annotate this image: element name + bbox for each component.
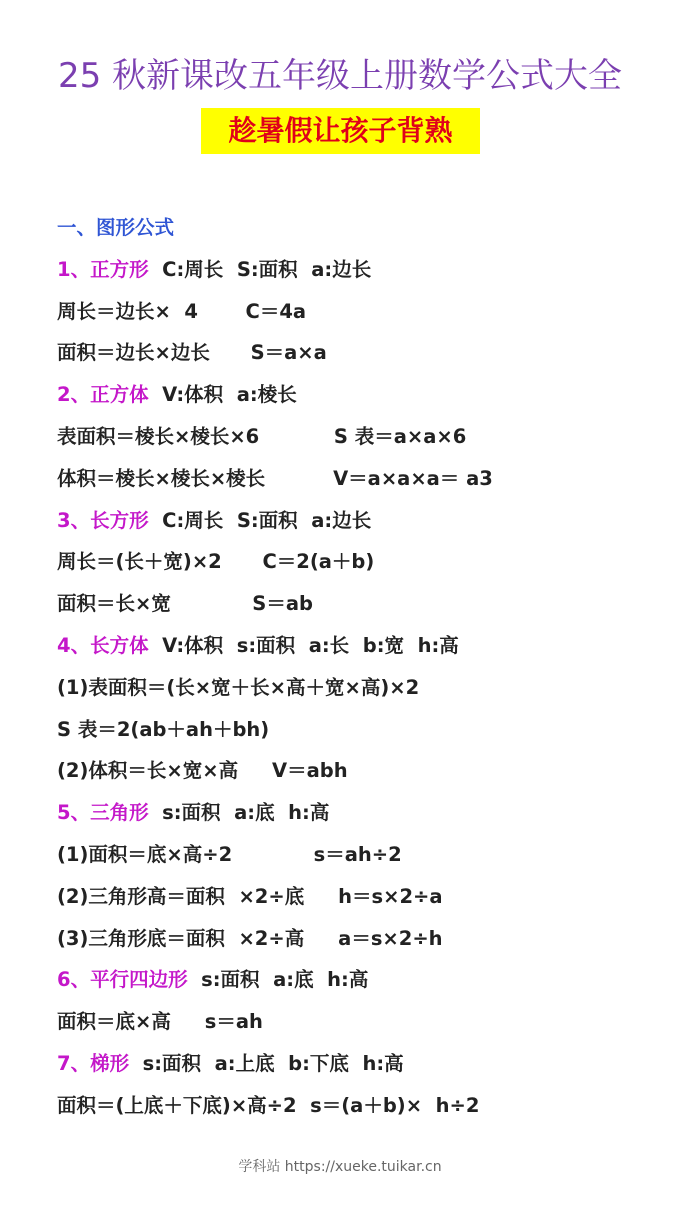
triangle-height-formula: (2)三角形高＝面积 ×2÷底 h＝s×2÷a [57, 884, 443, 908]
rectangle-label: 3、长方形 [57, 508, 149, 532]
square-heading [57, 249, 667, 291]
cuboid-surface-area-formula: (1)表面积＝(长×宽＋长×高＋宽×高)×2 [57, 675, 420, 699]
trapezoid-label: 7、梯形 [57, 1051, 130, 1075]
footer-source-url: 学科站 https://xueke.tuikar.cn [238, 1159, 442, 1175]
cube-volume-formula: 体积＝棱长×棱长×棱长 V＝a×a×a＝ a3 [57, 466, 493, 490]
triangle-area-formula: (1)面积＝底×高÷2 s＝ah÷2 [57, 842, 402, 866]
cube-label: 2、正方体 [57, 383, 149, 407]
rectangle-variables: C:周长 S:面积 a:边长 [148, 508, 372, 532]
cuboid-variables: V:体积 s:面积 a:长 b:宽 h:高 [148, 633, 459, 657]
cuboid-label: 4、长方体 [57, 633, 149, 657]
trapezoid-variables: s:面积 a:上底 b:下底 h:高 [129, 1051, 404, 1075]
parallelogram-area-formula: 面积＝底×高 s＝ah [57, 1010, 263, 1034]
cube-heading [57, 374, 667, 416]
triangle-base-formula: (3)三角形底＝面积 ×2÷高 a＝s×2÷h [57, 926, 443, 950]
cube-surface-area-formula: 表面积＝棱长×棱长×6 S 表＝a×a×6 [57, 424, 467, 448]
page-title: 25 秋新课改五年级上册数学公式大全 [57, 56, 623, 96]
square-perimeter-formula: 周长＝边长× 4 C＝4a [57, 299, 307, 323]
cuboid-heading [57, 625, 667, 667]
cube-variables: V:体积 a:棱长 [148, 383, 297, 407]
rectangle-perimeter-formula: 周长＝(长＋宽)×2 C＝2(a＋b) [57, 550, 375, 574]
formula-list [57, 207, 667, 1127]
triangle-heading [57, 792, 667, 834]
highlighted-subtitle: 趁暑假让孩子背熟 [201, 108, 480, 154]
cuboid-volume-formula: (2)体积＝长×宽×高 V＝abh [57, 759, 348, 783]
triangle-label: 5、三角形 [57, 801, 149, 825]
rectangle-heading [57, 500, 667, 542]
trapezoid-area-formula: 面积＝(上底＋下底)×高÷2 s＝(a＋b)× h÷2 [57, 1093, 480, 1117]
square-area-formula: 面积＝边长×边长 S＝a×a [57, 341, 327, 365]
section-heading-shape-formulas: 一、图形公式 [57, 216, 175, 239]
square-label: 1、正方形 [57, 257, 149, 281]
parallelogram-label: 6、平行四边形 [57, 968, 188, 992]
triangle-variables: s:面积 a:底 h:高 [148, 801, 330, 825]
cuboid-surface-area-letters: S 表＝2(ab＋ah＋bh) [57, 717, 270, 741]
trapezoid-heading [57, 1043, 667, 1085]
parallelogram-variables: s:面积 a:底 h:高 [187, 968, 369, 992]
square-variables: C:周长 S:面积 a:边长 [148, 257, 372, 281]
parallelogram-heading [57, 959, 667, 1001]
rectangle-area-formula: 面积＝长×宽 S＝ab [57, 592, 313, 616]
